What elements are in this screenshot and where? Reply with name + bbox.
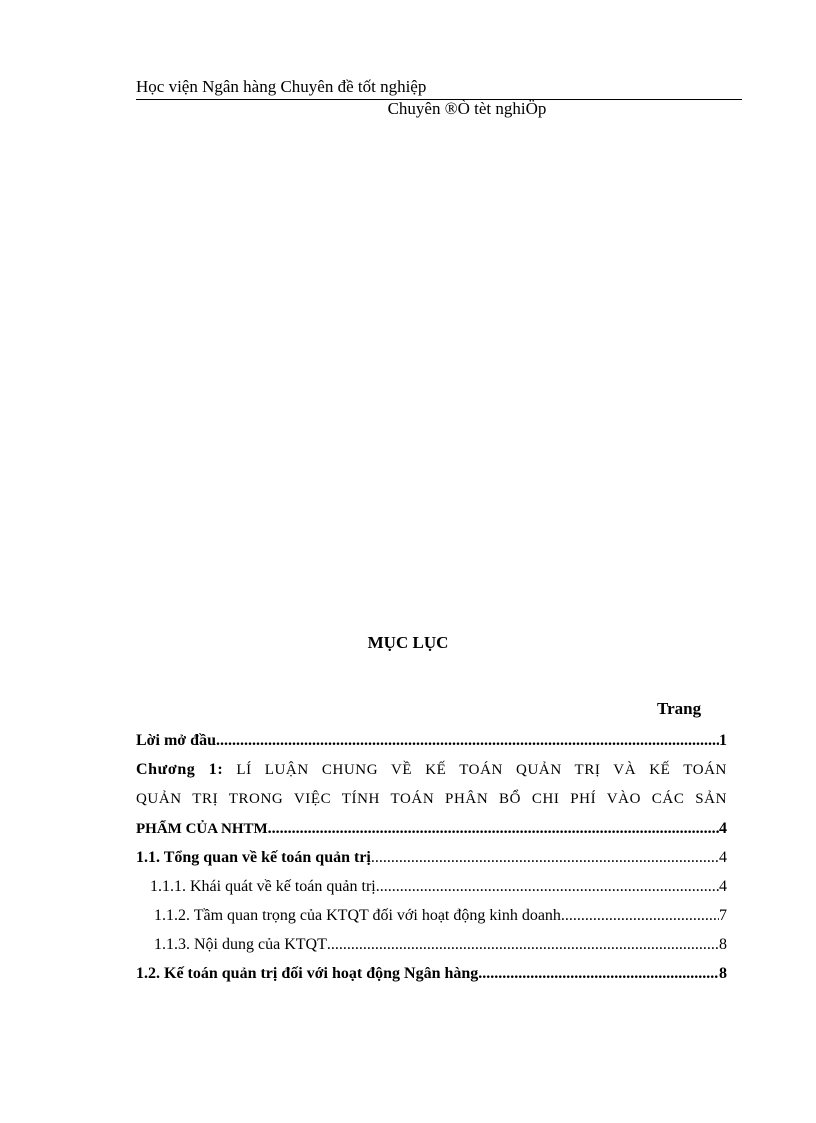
toc-entry-1-1-2[interactable] [136, 901, 727, 930]
toc-entry-page: 7 [719, 907, 727, 924]
chapter-title-line-1: LÍ LUẬN CHUNG VỀ KẾ TOÁN QUẢN TRỊ VÀ KẾ TOÁN [236, 762, 727, 778]
toc-entry-page: 8 [719, 936, 727, 953]
toc-entry-page: 8 [719, 965, 727, 982]
toc-entry-page: 4 [719, 849, 727, 866]
toc-entry-label: 1.2. Kế toán quản trị đối với hoạt động Ngân hàng [136, 965, 479, 982]
page-header [136, 76, 742, 118]
toc-entry-label: Lời mở đầu [136, 732, 216, 749]
toc-leader-dots [376, 872, 719, 901]
toc-entry-chapter-1[interactable] [136, 755, 727, 843]
toc-leader-dots [561, 901, 719, 930]
toc-entry-page: 4 [719, 820, 727, 837]
chapter-label: Chương 1: [136, 761, 224, 778]
chapter-line-1 [136, 755, 727, 785]
toc-entry-label: 1.1. Tổng quan về kế toán quản trị [136, 849, 371, 866]
toc-entry-page: 4 [719, 878, 727, 895]
chapter-title-line-3: PHẨM CỦA NHTM [136, 821, 268, 837]
toc-leader-dots [268, 814, 719, 843]
toc-title: MỤC LỤC [367, 633, 449, 652]
chapter-line-2: QUẢN TRỊ TRONG VIỆC TÍNH TOÁN PHÂN BỔ CHI PHÍ VÀO CÁC SẢN [136, 791, 727, 807]
header-subtitle: Chuyên ®Ò tèt nghiÖp [387, 99, 547, 118]
header-title: Học viện Ngân hàng Chuyên đề tốt nghiệp [136, 77, 427, 96]
toc-leader-dots [327, 930, 719, 959]
page-column-label: Trang [657, 699, 702, 718]
toc-entry-label: 1.1.2. Tầm quan trọng của KTQT đối với hoạt động kinh doanh [154, 907, 561, 924]
chapter-line-3 [136, 814, 727, 843]
toc-entry-1-1-1[interactable] [136, 872, 727, 901]
toc-entry-1-2[interactable] [136, 959, 727, 988]
toc-entry-label: 1.1.1. Khái quát về kế toán quản trị [150, 878, 376, 895]
toc-leader-dots [478, 959, 719, 988]
table-of-contents [136, 726, 727, 988]
toc-entry-1-1-3[interactable] [136, 930, 727, 959]
toc-leader-dots [371, 843, 719, 872]
toc-leader-dots [216, 726, 719, 755]
toc-entry-page: 1 [719, 732, 727, 749]
toc-entry-1-1[interactable] [136, 843, 727, 872]
toc-entry-label: 1.1.3. Nội dung của KTQT [154, 936, 327, 953]
toc-entry-intro[interactable] [136, 726, 727, 755]
